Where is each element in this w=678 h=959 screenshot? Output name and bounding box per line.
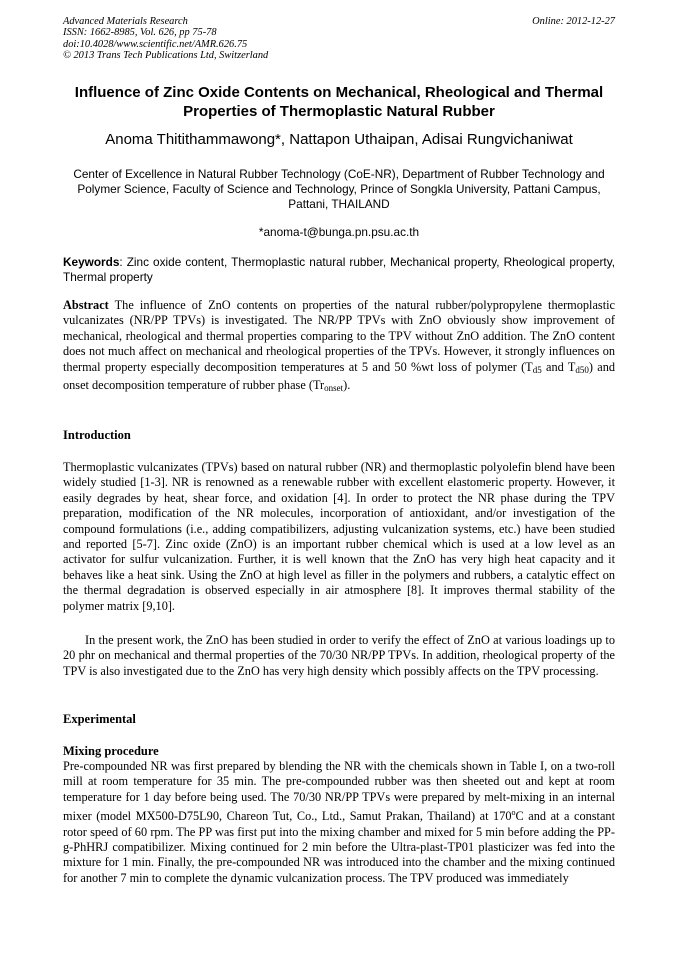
keywords (63, 255, 615, 285)
subscript: d50 (575, 364, 589, 375)
author-separator: , (280, 131, 290, 148)
experimental-heading: Experimental (63, 712, 136, 726)
doi-line: doi:10.4028/www.scientific.net/AMR.626.75 (63, 38, 248, 50)
corresponding-email: *anoma-t@bunga.pn.psu.ac.th (258, 225, 420, 239)
introduction-paragraph-2: In the present work, the ZnO has been studied in order to verify the effect of ZnO at various loadings up to 20 phr on mechanical and thermal properties of the 70/30 NR/PP TPVs. In addition, rheological property of the TPV is also investigated due to the ZnO has very high density which possibly affects on the TPV processing. (63, 633, 615, 678)
mixing-text: C and at a constant rotor speed of 60 rpm. The PP was first put into the mixing chamber and mixed for 5 min before adding the PP-g-PhHRJ compatibilizer. Mixing continued for 2 min before the Ultra-plast-TP01 plasticizer was fed into the mixture for 1 min. Finally, the pre-compounded NR was introduced into the chamber and the mixing continued for another 7 min to complete the dynamic vulcanization process. The TPV produced was immediately (63, 809, 615, 885)
mixing-text: Pre-compounded NR was first prepared by blending the NR with the chemicals shown in Table I, on a two-roll mill at room temperature for 35 min. The pre-compounded rubber was then sheeted out and kept at room temperature for 1 day before being used. The 70/30 NR/PP TPVs were prepared by melt-mixing in an internal mixer (model MX500-D75L90, Chareon Tut, Co., Ltd., Samut Prakan, Thailand) at 170 (63, 759, 615, 824)
keywords-text: : Zinc oxide content, Thermoplastic natural rubber, Mechanical property, Rheological property, Thermal property (63, 255, 615, 284)
journal-header (63, 16, 268, 62)
author-separator: , (414, 131, 422, 148)
subscript: d5 (532, 364, 542, 375)
copyright-line: © 2013 Trans Tech Publications Ltd, Switzerland (63, 50, 269, 62)
author-1: Anoma Thitithammawong* (105, 131, 281, 148)
author-2: Nattapon Uthaipan (289, 131, 415, 148)
subscript: onset (324, 383, 344, 394)
abstract-text: and T (541, 359, 576, 374)
journal-name: Advanced Materials Research (63, 16, 188, 27)
online-date: Online: 2012-12-27 (532, 16, 615, 27)
abstract-text: ). (343, 378, 351, 393)
author-3: Adisai Rungvichaniwat (421, 131, 573, 148)
issn-line: ISSN: 1662-8985, Vol. 626, pp 75-78 (63, 27, 217, 39)
paper-title: Influence of Zinc Oxide Contents on Mechanical, Rheological and Thermal Properties of Thermoplastic Natural Rubber (74, 84, 604, 120)
abstract-label: Abstract (63, 298, 109, 312)
abstract-text: ) and onset decomposition temperature of rubber phase (Tr (63, 359, 615, 393)
introduction-heading: Introduction (63, 428, 131, 442)
keywords-label: Keywords (63, 255, 120, 269)
abstract (63, 298, 615, 396)
mixing-procedure-heading: Mixing procedure (63, 744, 159, 758)
affiliation: Center of Excellence in Natural Rubber Technology (CoE-NR), Department of Rubber Technology and Polymer Science, Faculty of Science and Technology, Prince of Songkla University, Pattani Campus, Pattani, THAILAND (73, 167, 605, 211)
introduction-paragraph-1: Thermoplastic vulcanizates (TPVs) based on natural rubber (NR) and thermoplastic polyolefin blend have been widely studied [1-3]. NR is renowned as a renewable rubber with excellent elastomeric property. However, it easily degrades by heat, shear force, and oxidation [4]. In order to protect the NR phase during the TPV preparation, modification of the NR molecules, incorporation of antioxidant, and/or investigation of the compound formulations (i.e., adding compatibilizers, adjusting vulcanization systems, etc.) have been studied and reported [5-7]. Zinc oxide (ZnO) is an important rubber chemical which is used at a low level as an activator for sulfur vulcanization. Further, it is well known that the ZnO has very high heat capacity and it behaves like a heat sink. Using the ZnO at high level as filler in the polymers and rubbers, a catalytic effect on the thermal degradation is observed especially in air atmosphere [8]. It improves thermal stability of the polymer matrix [9,10]. (63, 460, 615, 613)
author-list (63, 131, 615, 149)
superscript: o (511, 808, 516, 818)
mixing-procedure-paragraph (63, 759, 615, 886)
abstract-text: The influence of ZnO contents on properties of the natural rubber/polypropylene thermoplastic vulcanizates (NR/PP TPVs) is investigated. The NR/PP TPVs with ZnO obviously show improvement of mechanical, rheological and thermal properties comparing to the TPV without ZnO addition. The ZnO content does not much affect on mechanical and rheological properties of the TPVs. However, it strongly influences on thermal property especially decomposition temperatures at 5 and 50 %wt loss of polymer (T (63, 298, 615, 374)
